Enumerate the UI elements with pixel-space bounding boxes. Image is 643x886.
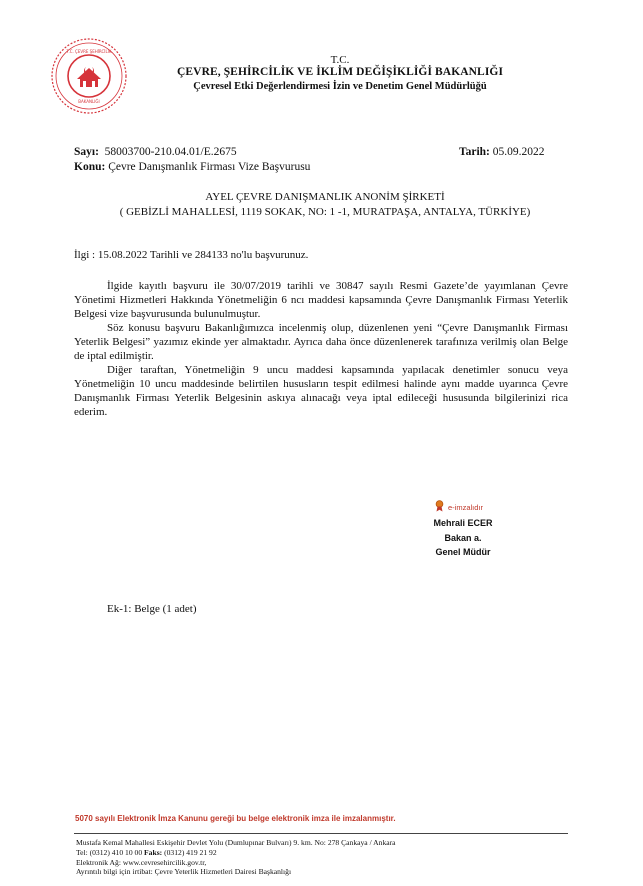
footer-tel: (0312) 410 10 00 [89,847,143,857]
signer-name: Mehrali ECER [433,518,493,528]
footer-contact [76,848,556,858]
svg-text:T.C. ÇEVRE ŞEHİRCİLİK: T.C. ÇEVRE ŞEHİRCİLİK [66,49,112,54]
footer-web-link[interactable]: www.cevresehircilik.gov.tr, [122,857,207,867]
attachment-line: Ek-1: Belge (1 adet) [107,603,197,615]
eimza-stamp [400,500,518,514]
tarih-value: 05.09.2022 [492,146,545,158]
sayi-value: 58003700-210.04.01/E.2675 [104,146,237,158]
footer-faks: (0312) 419 21 92 [164,847,217,857]
sayi-line [74,145,237,160]
tarih-label: Tarih: [459,146,490,158]
ilgi-line: İlgi : 15.08.2022 Tarihli ve 284133 no'lu başvurunuz. [74,249,309,261]
eimza-label: e-imzalıdır [447,502,483,512]
letter-body [74,279,568,419]
footer-web-line [76,858,556,868]
svg-text:BAKANLIĞI: BAKANLIĞI [78,99,100,104]
header-ministry: ÇEVRE, ŞEHİRCİLİK VE İKLİM DEĞİŞİKLİĞİ BAKANLIĞI [176,66,504,78]
konu-line [74,160,310,175]
footer [76,838,556,877]
footer-info: Ayrıntılı bilgi için irtibat: Çevre Yeterlik Hizmetleri Dairesi Başkanlığı [76,867,292,877]
electronic-signature-notice: 5070 sayılı Elektronik İmza Kanunu gereği bu belge elektronik imza ile imzalanmıştır. [75,814,396,823]
addressee-address: ( GEBİZLİ MAHALLESİ, 1119 SOKAK, NO: 1 -1, MURATPAŞA, ANTALYA, TÜRKİYE) [119,206,531,218]
header-tc: T.C. [330,54,350,66]
body-paragraph-3: Diğer taraftan, Yönetmeliğin 9 uncu maddesi kapsamında yapılacak denetimler sonucu veya Yönetmeliğin 10 uncu maddesinde belirtilen hususların tespit edilmesi halinde aynı madde uyarınca Çevre Danışmanlık Firması Yeterlik Belgesinin askıya alınacağı veya iptal edileceği hususunda bilgilerinizi rica ederim. [74,364,568,418]
footer-divider [74,833,568,834]
body-paragraph-1: İlgide kayıtlı başvuru ile 30/07/2019 tarihli ve 30847 sayılı Resmi Gazete’de yayımlanan Çevre Yönetimi Hizmetleri Hakkında Yönetmeliğin 6 ncı maddesi kapsamında Çevre Danışmanlık Firması Yeterlik Belgesi vize başvurusunda bulunulmuştur. [74,280,568,320]
signer-title-1: Bakan a. [444,532,482,543]
tarih-line [459,145,545,160]
footer-tel-label: Tel: [76,847,88,857]
ministry-seal-icon [50,37,128,115]
sayi-label: Sayı: [74,146,99,158]
konu-value: Çevre Danışmanlık Firması Vize Başvurusu [108,161,311,173]
addressee-name: AYEL ÇEVRE DANIŞMANLIK ANONİM ŞİRKETİ [205,191,445,203]
footer-address: Mustafa Kemal Mahallesi Eskişehir Devlet Yolu (Dumlupınar Bulvarı) 9. km. No: 278 Çankaya / Ankara [76,838,396,847]
konu-label: Konu: [74,161,106,173]
signature-block [408,500,518,560]
signer-title-2: Genel Müdür [435,547,491,557]
footer-web-label: Elektronik Ağ: [76,857,121,867]
body-paragraph-2: Söz konusu başvuru Bakanlığımızca incelenmiş olup, düzenlenen yeni “Çevre Danışmanlık Firması Yeterlik Belgesi” yazımız ekinde yer almaktadır. Ayrıca daha önce düzenlenerek tarafınıza verilmiş olan Belge de iptal edilmiştir. [74,322,568,362]
ribbon-badge-icon [435,500,444,514]
header-directorate: Çevresel Etki Değerlendirmesi İzin ve Denetim Genel Müdürlüğü [193,81,487,92]
footer-faks-label: Faks: [144,847,163,857]
